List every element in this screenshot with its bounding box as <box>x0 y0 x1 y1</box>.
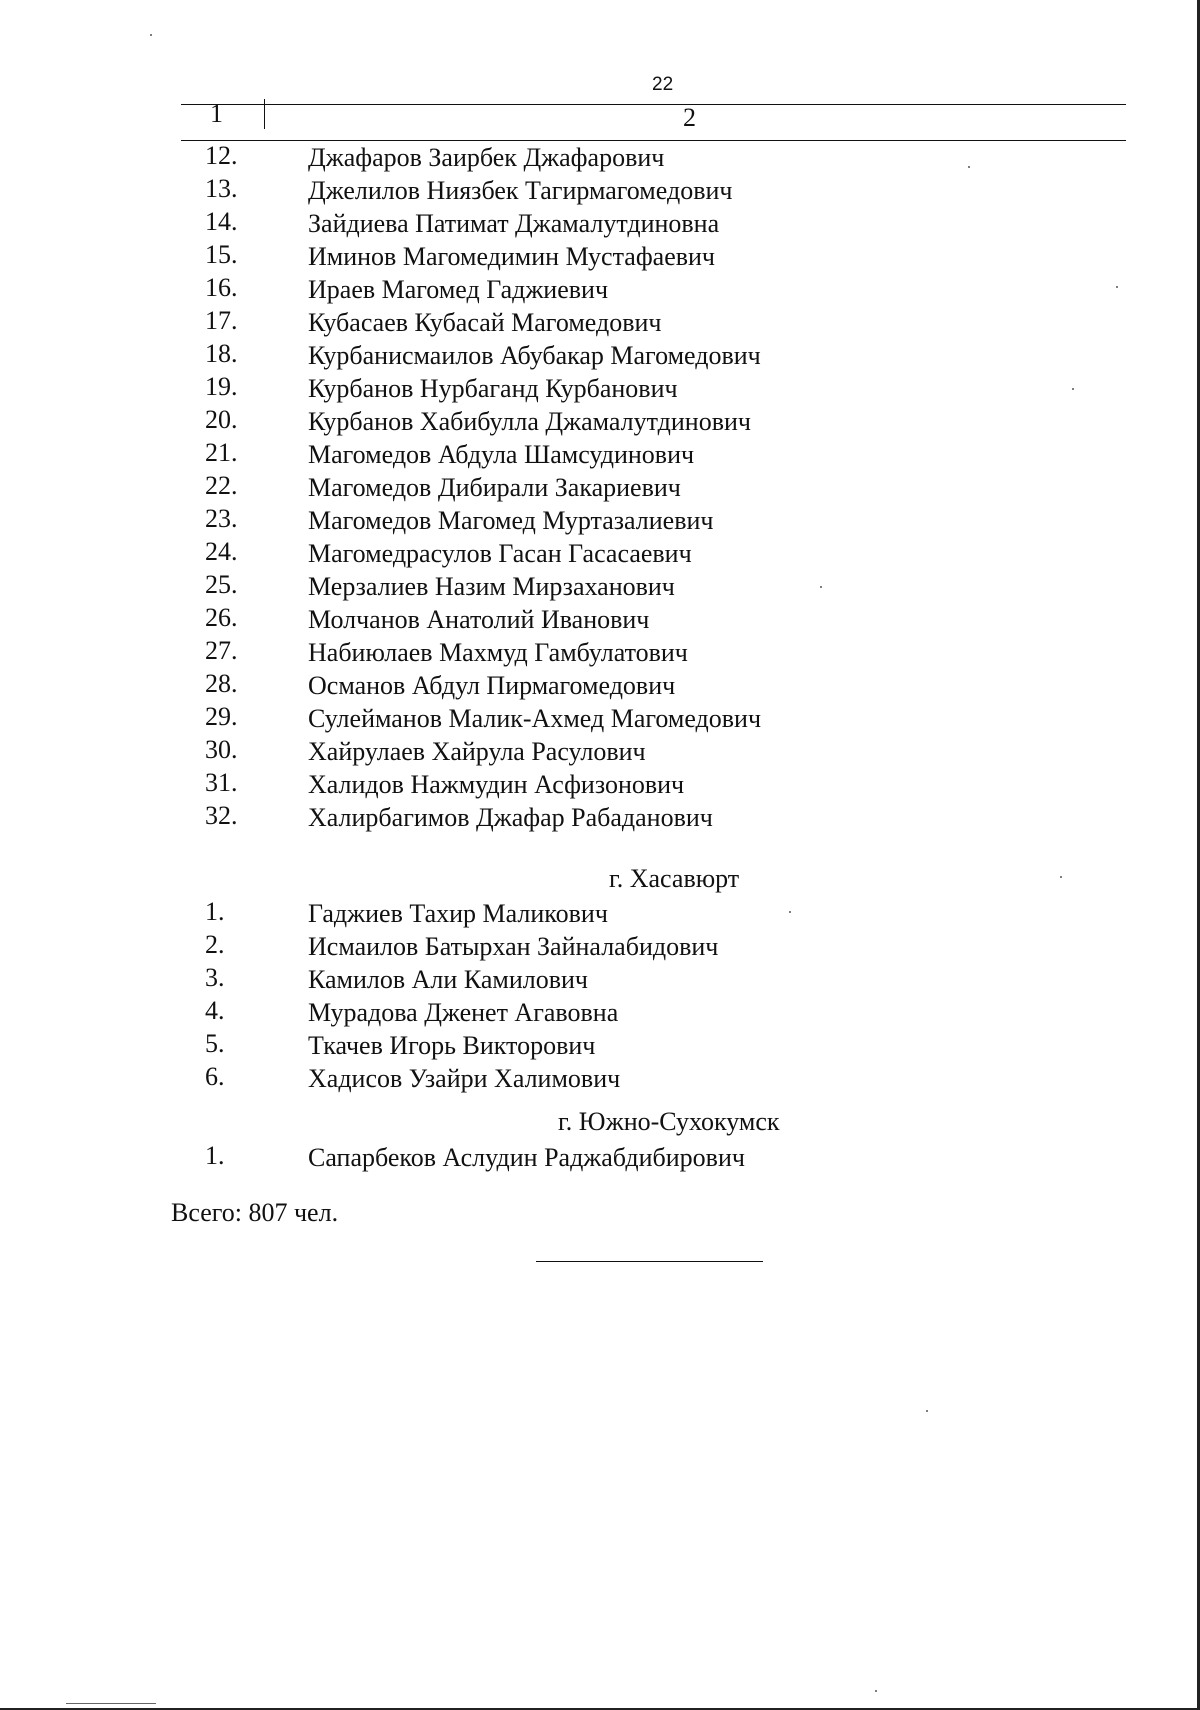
list-item-number: 24. <box>205 537 238 566</box>
list-item-number: 17. <box>205 306 238 335</box>
list-item-name: Гаджиев Тахир Маликович <box>308 899 608 928</box>
table-header-col2: 2 <box>683 103 696 132</box>
list-item-number: 3. <box>205 963 225 992</box>
list-item-number: 5. <box>205 1029 225 1058</box>
city-heading-yuzhno-sukhokumsk: г. Южно-Сухокумск <box>558 1107 780 1136</box>
table-header-top-rule <box>181 104 1126 105</box>
list-item-name: Курбанов Нурбаганд Курбанович <box>308 374 678 403</box>
scan-speck <box>1116 286 1118 288</box>
total-count: Всего: 807 чел. <box>171 1198 339 1227</box>
page-number: 22 <box>652 74 674 95</box>
list-item-number: 20. <box>205 405 238 434</box>
scan-smudge <box>66 1703 156 1704</box>
scan-speck <box>789 911 791 913</box>
city-heading-khasavyurt: г. Хасавюрт <box>609 864 740 893</box>
list-item-name: Сапарбеков Аслудин Раджабдибирович <box>308 1143 745 1172</box>
list-item-number: 31. <box>205 768 238 797</box>
scan-speck <box>875 1690 877 1692</box>
list-item-name: Камилов Али Камилович <box>308 965 588 994</box>
list-item-number: 1. <box>205 897 225 926</box>
list-item-number: 27. <box>205 636 238 665</box>
list-item-number: 29. <box>205 702 238 731</box>
list-item-name: Курбанисмаилов Абубакар Магомедович <box>308 341 761 370</box>
list-item-name: Курбанов Хабибулла Джамалутдинович <box>308 407 751 436</box>
list-item-name: Мурадова Дженет Агавовна <box>308 998 619 1027</box>
list-item-number: 4. <box>205 996 225 1025</box>
list-item-number: 6. <box>205 1062 225 1091</box>
list-item-number: 22. <box>205 471 238 500</box>
list-item-name: Молчанов Анатолий Иванович <box>308 605 650 634</box>
list-item-number: 30. <box>205 735 238 764</box>
scan-speck <box>1060 876 1062 878</box>
table-header-divider <box>264 99 265 129</box>
list-item-name: Магомедрасулов Гасан Гасасаевич <box>308 539 692 568</box>
list-item-name: Магомедов Магомед Муртазалиевич <box>308 506 714 535</box>
list-item-name: Сулейманов Малик-Ахмед Магомедович <box>308 704 762 733</box>
list-item-number: 16. <box>205 273 238 302</box>
list-item-number: 26. <box>205 603 238 632</box>
end-rule <box>536 1261 763 1262</box>
list-item-name: Халидов Нажмудин Асфизонович <box>308 770 685 799</box>
scan-speck <box>820 586 822 588</box>
list-item-name: Хайрулаев Хайрула Расулович <box>308 737 646 766</box>
list-item-name: Джелилов Ниязбек Тагирмагомедович <box>308 176 733 205</box>
table-header-col1: 1 <box>210 99 223 128</box>
list-item-name: Хадисов Узайри Халимович <box>308 1064 621 1093</box>
list-item-name: Османов Абдул Пирмагомедович <box>308 671 676 700</box>
list-item-number: 1. <box>205 1141 225 1170</box>
scan-speck <box>1072 388 1074 390</box>
list-item-number: 18. <box>205 339 238 368</box>
list-item-name: Ткачев Игорь Викторович <box>308 1031 596 1060</box>
scan-speck <box>968 166 970 168</box>
list-item-number: 28. <box>205 669 238 698</box>
list-item-name: Исмаилов Батырхан Зайналабидович <box>308 932 719 961</box>
list-item-name: Набиюлаев Махмуд Гамбулатович <box>308 638 688 667</box>
list-item-name: Зайдиева Патимат Джамалутдиновна <box>308 209 720 238</box>
table-header-bottom-rule <box>181 140 1126 141</box>
list-item-name: Иминов Магомедимин Мустафаевич <box>308 242 716 271</box>
list-item-number: 2. <box>205 930 225 959</box>
list-item-number: 32. <box>205 801 238 830</box>
list-item-name: Магомедов Абдула Шамсудинович <box>308 440 695 469</box>
list-item-name: Халирбагимов Джафар Рабаданович <box>308 803 713 832</box>
list-item-number: 14. <box>205 207 238 236</box>
list-item-number: 13. <box>205 174 238 203</box>
list-item-name: Мерзалиев Назим Мирзаханович <box>308 572 675 601</box>
list-item-name: Магомедов Дибирали Закариевич <box>308 473 681 502</box>
list-item-number: 19. <box>205 372 238 401</box>
list-item-number: 21. <box>205 438 238 467</box>
scan-speck <box>926 1410 928 1412</box>
scan-speck <box>150 34 152 36</box>
list-item-number: 25. <box>205 570 238 599</box>
list-item-name: Ираев Магомед Гаджиевич <box>308 275 609 304</box>
list-item-number: 12. <box>205 141 238 170</box>
list-item-number: 15. <box>205 240 238 269</box>
list-item-number: 23. <box>205 504 238 533</box>
list-item-name: Джафаров Заирбек Джафарович <box>308 143 665 172</box>
list-item-name: Кубасаев Кубасай Магомедович <box>308 308 662 337</box>
